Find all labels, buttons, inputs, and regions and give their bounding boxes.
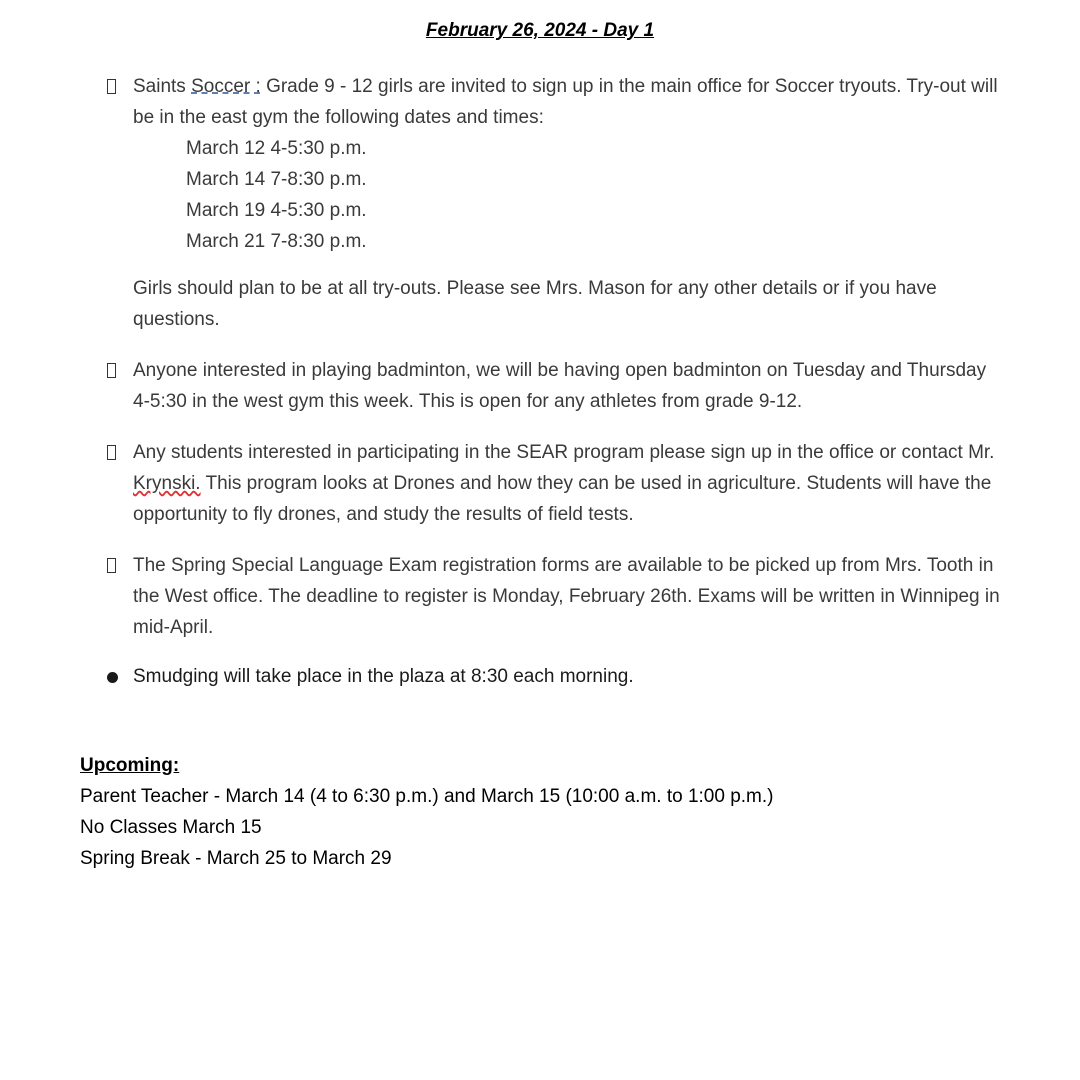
- soccer-date-item: March 21 7-8:30 p.m.: [186, 231, 367, 252]
- box-bullet-icon: [107, 437, 125, 471]
- exam-text: The Spring Special Language Exam registration forms are available to be picked up from Mrs. Tooth in the West office. The deadline to register is Monday, February 26th. Exams will be written in Winnipeg in mid-April.: [133, 555, 1000, 638]
- announcement-smudging: [107, 661, 1007, 692]
- upcoming-heading: Upcoming:: [80, 755, 180, 776]
- sear-line-start: Any students interested in participating in the SEAR program please sign up in the office or contact Mr.: [133, 442, 995, 463]
- soccer-prefix: Saints: [133, 76, 186, 97]
- soccer-link[interactable]: Soccer :: [191, 76, 261, 97]
- sear-contact-name: Krynski.: [133, 473, 201, 494]
- announcement-sear: [107, 437, 1007, 530]
- soccer-description: Grade 9 - 12 girls are invited to sign up in the main office for Soccer tryouts. Try-out will be in the east gym the following dates and times:: [133, 76, 998, 128]
- soccer-text: [107, 71, 1007, 133]
- upcoming-item: No Classes March 15: [80, 817, 262, 838]
- box-bullet-icon: [107, 550, 125, 584]
- badminton-text: Anyone interested in playing badminton, we will be having open badminton on Tuesday and Thursday 4-5:30 in the west gym this week. This is open for any athletes from grade 9-12.: [133, 360, 987, 412]
- document-title: February 26, 2024 - Day 1: [425, 20, 655, 41]
- sear-line-end: This program looks at Drones and how they can be used in agriculture. Students will have the opportunity to fly drones, and study the results of field tests.: [133, 473, 992, 525]
- dot-bullet-icon: [107, 661, 125, 694]
- soccer-date-item: March 12 4-5:30 p.m.: [186, 138, 367, 159]
- soccer-note: Girls should plan to be at all try-outs. Please see Mrs. Mason for any other details or if you have questions.: [133, 278, 937, 330]
- sear-text: [107, 437, 1007, 530]
- upcoming-item: Parent Teacher - March 14 (4 to 6:30 p.m.) and March 15 (10:00 a.m. to 1:00 p.m.): [80, 786, 774, 807]
- announcement-badminton: [107, 355, 1007, 417]
- smudging-text: Smudging will take place in the plaza at 8:30 each morning.: [133, 666, 634, 687]
- soccer-date-item: March 14 7-8:30 p.m.: [186, 169, 367, 190]
- upcoming-item: Spring Break - March 25 to March 29: [80, 848, 392, 869]
- box-bullet-icon: [107, 355, 125, 389]
- announcement-exam: [107, 550, 1007, 643]
- soccer-date-item: March 19 4-5:30 p.m.: [186, 200, 367, 221]
- box-bullet-icon: [107, 71, 125, 105]
- soccer-dates: [107, 133, 1007, 257]
- announcement-soccer: [107, 71, 1007, 335]
- upcoming-section: [80, 750, 980, 874]
- announcements-list: [107, 71, 1007, 692]
